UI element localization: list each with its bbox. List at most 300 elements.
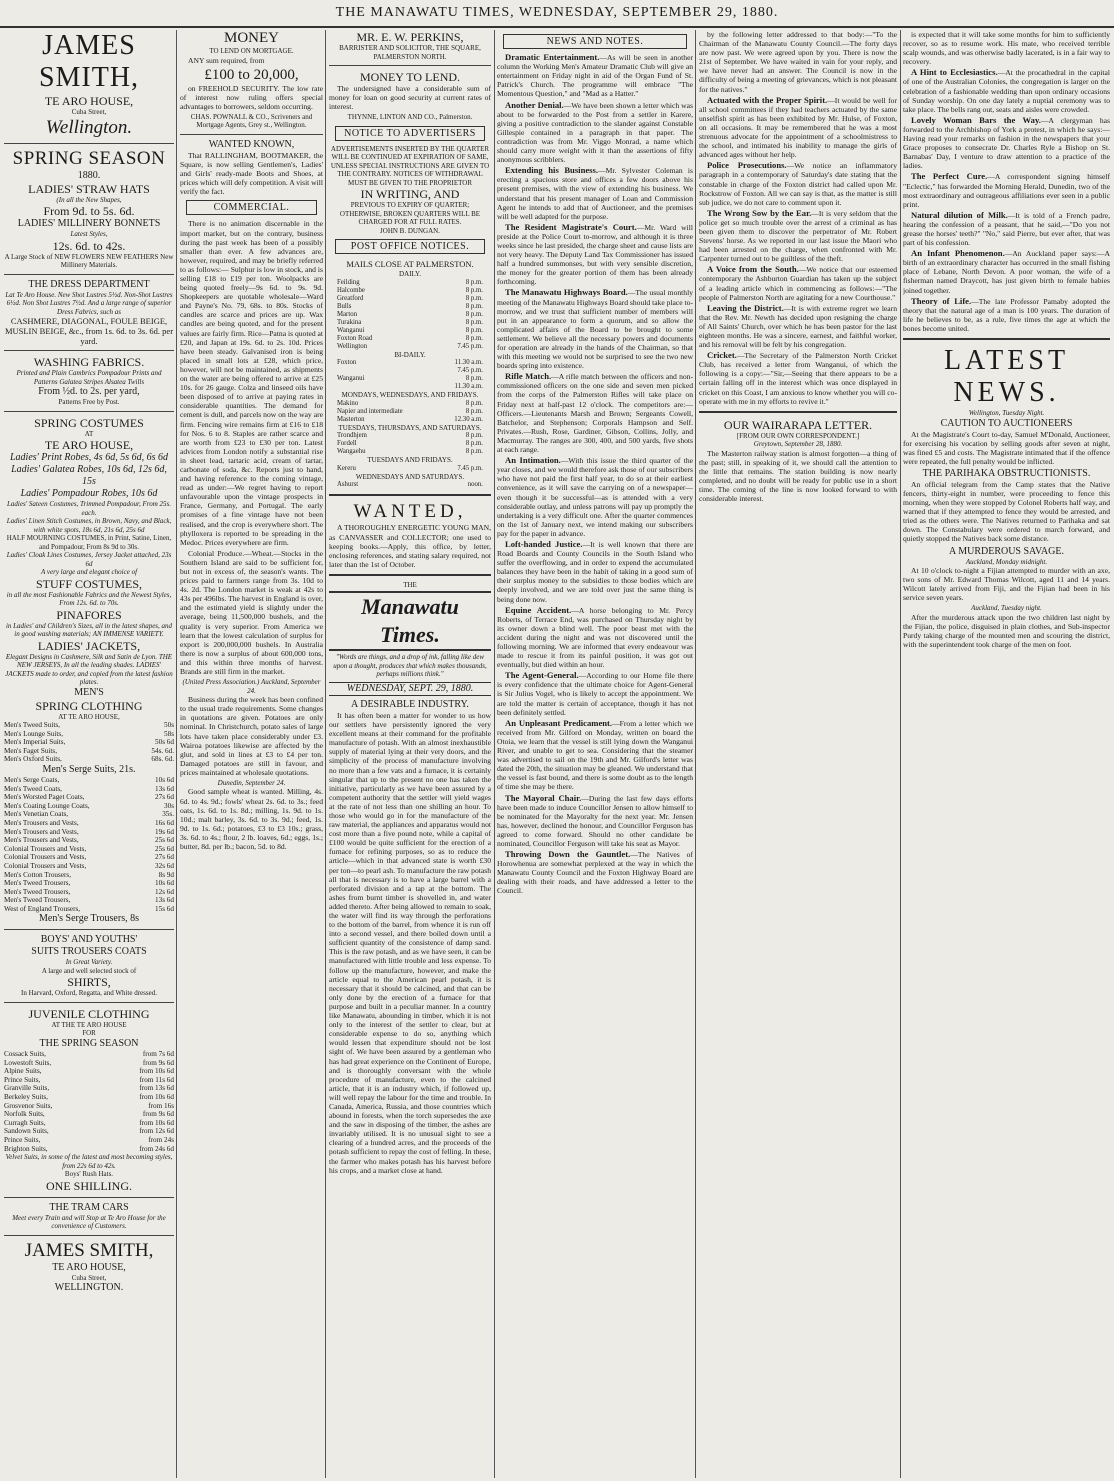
robes-line: Ladies' Pompadour Robes, 10s 6d xyxy=(20,488,158,499)
price-row xyxy=(4,1110,174,1119)
price-value: from 24s xyxy=(148,1135,174,1144)
robes-line: Ladies' Sateen Costumes, Trimmed Pompadour, From 25s. each. xyxy=(7,500,171,517)
perkins-heading: MR. E. W. PERKINS, xyxy=(356,30,464,44)
dress-lines: Lat Te Aro House. New Shot Lustres 5½d. Non-Shot Lustres 6½d. Non Shot Lustres 7½d. And a large range of superior Dress Fabrics, such as xyxy=(5,290,173,316)
column-news-continued xyxy=(699,30,897,1478)
price-row xyxy=(4,828,174,837)
price-value: 27s 6d xyxy=(155,853,174,862)
column-rule xyxy=(176,30,177,1478)
tram-sub: Meet every Train and will Stop at Te Aro House for the convenience of Customers. xyxy=(12,1213,166,1231)
paper-date: WEDNESDAY, SEPT. 29, 1880. xyxy=(329,682,491,696)
straw-hats-heading: LADIES' STRAW HATS xyxy=(28,181,150,196)
mail-row xyxy=(329,375,491,383)
mail-row xyxy=(329,383,491,391)
news-item-body: —It would be well for all school committees if they had teachers actuated by the same unselfish spirit as has been exhibited by Mr. Hulse, of Foxton, on all occasions. It may be remembered that he was a most strenuous advocate for the appointment of a schoolmistress to the school, and intimated his inability to manage the girls of advanced ages without her help. xyxy=(699,95,897,160)
news-item-title: The Perfect Cure. xyxy=(911,171,988,182)
price-row xyxy=(4,747,174,756)
serge-line: Men's Serge Suits, 21s. xyxy=(42,763,136,775)
news-item-title: Rifle Match. xyxy=(505,371,552,382)
mwf-label: MONDAYS, WEDNESDAYS, AND FRIDAYS. xyxy=(341,391,479,400)
pinafores-heading: PINAFORES xyxy=(56,607,122,622)
mail-row xyxy=(329,400,491,408)
price-item: Brighton Suits, xyxy=(4,1144,48,1153)
news-item-body: —As will be seen in another column the Working Men's Amateur Dramatic Club will give an entertainment on Friday night in aid of the Organ Fund of St. Patrick's Church. The programme will embrace "The Momentous Question," and "Mad as a Hatter." xyxy=(497,53,693,99)
mail-place: Feilding xyxy=(337,278,360,286)
bonnets-sub: Latest Styles, xyxy=(70,230,108,238)
mail-row xyxy=(329,327,491,335)
news-item-title: Natural dilution of Milk. xyxy=(911,209,1008,220)
caution-body: At the Magistrate's Court to-day, Samuel M'Donald, Auctioneer, for exercising his vocation by selling goods after seven at night, was fined £5 and costs. The Magistrate intimated that if the offence were repeated, the full penalty would be inflicted. xyxy=(903,429,1110,466)
mail-ws-list xyxy=(329,481,491,489)
clothing-heading: SPRING CLOTHING xyxy=(35,698,143,713)
price-value: 32s 6d xyxy=(155,861,174,870)
one-shilling-heading: ONE SHILLING. xyxy=(46,1178,132,1193)
mail-time: 11.30 a.m. xyxy=(454,359,483,367)
mail-row xyxy=(329,408,491,416)
price-item: Granville Suits, xyxy=(4,1084,50,1093)
news-item xyxy=(903,172,1110,208)
price-row xyxy=(4,1093,174,1102)
news-item xyxy=(699,96,897,160)
price-row xyxy=(4,1084,174,1093)
advert-street: Cuba Street, xyxy=(71,108,107,116)
paper-title: Manawatu Times. xyxy=(329,591,491,651)
mail-row xyxy=(329,319,491,327)
footer-city: WELLINGTON. xyxy=(54,1282,124,1294)
latest-news-heading: LATEST NEWS. xyxy=(943,345,1070,408)
price-value: from 12s 6d xyxy=(139,1127,174,1136)
perkins-sub: BARRISTER AND SOLICITOR, THE SQUARE, PALMERSTON NORTH. xyxy=(339,44,481,61)
mail-place: Makino xyxy=(337,399,359,407)
price-item: Men's Cotton Trousers, xyxy=(4,870,71,879)
price-value: from 9s 6d xyxy=(142,1110,174,1119)
news-item-title: An Intimation. xyxy=(505,455,561,466)
price-value: 25s 6d xyxy=(155,836,174,845)
shirts-heading: SHIRTS, xyxy=(67,975,111,990)
money-sub: TO LEND ON MORTGAGE. xyxy=(209,47,294,55)
news-item-title: The Mayoral Chair. xyxy=(505,792,582,803)
suits-list xyxy=(4,721,174,764)
price-value: from 10s 6d xyxy=(139,1092,174,1101)
news-notes-heading: NEWS AND NOTES. xyxy=(503,34,687,49)
mail-time: 8 p.m. xyxy=(465,310,483,318)
price-value: from 16s xyxy=(148,1101,174,1110)
money-lend-body: The undersigned have a considerable sum of money for loan on good security at current rates of interest. xyxy=(329,84,491,112)
column-notices-editorial xyxy=(329,30,491,1478)
boys-heading: BOYS' AND YOUTHS' xyxy=(40,934,138,946)
mail-row xyxy=(329,448,491,456)
news-item-body: —At the procathedral in the capital of one of the Australian Colonies, the congregation is larger on the celebration of a fashionable wedding than upon ordinary occasions of Sunday worship. On one day lately a nuptial ceremony was to take place. The bells rang out, seats and aisles were crowded. xyxy=(903,68,1110,114)
news-item-body: —According to our Home file there is every confidence that the ultimate choice for Agent-General is Sir Julius Vogel, who is likely to accept the appointment. We are told the matter is certain of acceptance, though it has not been definitely settled. xyxy=(497,671,693,717)
shirts-intro: A large and well selected stock of xyxy=(41,966,137,975)
news-item xyxy=(497,53,693,98)
mail-time: 8 p.m. xyxy=(465,302,483,310)
news-item-title: Actuated with the Proper Spirit. xyxy=(707,94,828,105)
press-note: (United Press Association.) Auckland, September 24. xyxy=(182,678,321,695)
jackets-heading: LADIES' JACKETS, xyxy=(37,638,141,653)
mail-time: 8 p.m. xyxy=(465,407,483,415)
mail-time: 8 p.m. xyxy=(465,294,483,302)
wairarapa-body: The Masterton railway station is almost forgotten—a thing of the past; still, in speaking of it, we should call the attention to the little that remains. The station building is now nearly completed, and no doubt will be ready for public use in a short time. The coming of the line is now looked forward to with considerable interest. xyxy=(699,448,897,504)
mail-time: 8 p.m. xyxy=(465,399,483,407)
juvenile-at: AT THE TE ARO HOUSE xyxy=(51,1020,127,1029)
washing-heading: WASHING FABRICS. xyxy=(33,355,145,369)
news-item-body: —From a letter which we received from Mr. Gilford on Monday, written on board the Otoia, we learn that the vessel is still lying down the Wanganui River, and unable to get to sea. Considering that the steamer was advertised to sail on the 19th and Mr. Gilford's letter was dated the 20th, the situation may be gleaned. We understand that the vessel is fast bound, and there is some doubt as to the length of time she may be there. xyxy=(497,718,693,792)
money-heading: MONEY xyxy=(224,30,279,46)
robes-line: Ladies' Galatea Robes, 10s 6d, 12s 6d, 15s xyxy=(11,464,167,487)
news-item-title: Extending his Business. xyxy=(505,165,599,176)
tf-label: TUESDAYS AND FRIDAYS. xyxy=(367,456,453,465)
news-item-body: —The late Professor Pamaby adopted the theory that the natural age of a man is 100 years. The duration of life he believes to be, as a rule, five times the age at which the bones become united. xyxy=(903,296,1110,333)
paper-the: THE xyxy=(403,580,417,589)
footer-store: TE ARO HOUSE, xyxy=(52,1261,126,1273)
price-item: Men's Tweed Coats, xyxy=(4,784,62,793)
advert-name: JAMES SMITH, xyxy=(38,30,140,93)
price-item: Colonial Trousers and Vests, xyxy=(4,861,87,870)
straw-hats-sub: (In all the New Shapes, xyxy=(56,195,122,204)
price-item: Men's Tweed Suits, xyxy=(4,721,60,729)
column-news-notes xyxy=(497,30,693,1478)
price-item: Men's Trousers and Vests, xyxy=(4,836,79,845)
mail-row xyxy=(329,416,491,424)
price-value: from 11s 6d xyxy=(139,1075,174,1084)
news-item-title: The Agent-General. xyxy=(505,670,579,681)
price-item: Prince Suits, xyxy=(4,1075,41,1084)
news-item-title: Police Prosecutions. xyxy=(707,160,787,171)
news-item-body: —The Secretary of the Palmerston North Cricket Club, has received a letter from Wanganui, of which the following is a copy:—"Sir,—Seeing that there appears to be a certain falling off in the interest which was once displayed in cricket on this Coast, I am anxious to know whether you will co-operate with me in my efforts to revive it." xyxy=(699,351,897,406)
thynne-firm: THYNNE, LINTON AND CO., Palmerston. xyxy=(347,113,473,122)
tts-label: TUESDAYS, THURSDAYS, AND SATURDAYS. xyxy=(338,423,482,432)
price-row xyxy=(4,845,174,854)
news-item-body: —The usual monthly meeting of the Manawatu Highways Board should take place to-morrow, and we trust that sufficient number of members will put in an appearance to form a quorum, and so allow the complicated affairs of the Board to be brought to some settlement. We believe all the necessary powers and documents for operation are already in the hands of the Chairman, so that with this meeting we would not be surprised to see the two new boards spring into existence. xyxy=(497,288,693,371)
stuff-sub: in all the most Fashionable Fabrics and the Newest Styles, From 12s. 6d. to 70s. xyxy=(6,590,172,607)
news-item-title: The Wrong Sow by the Ear. xyxy=(707,207,812,218)
price-item: Berkeley Suits, xyxy=(4,1092,48,1101)
dunedin-dateline: Dunedin, September 24. xyxy=(217,778,286,787)
column-money-commercial xyxy=(180,30,323,1478)
mail-row xyxy=(329,440,491,448)
washing-sub: Printed and Plain Cambrics Pompadour Prints and Patterns Galatea Stripes Alsatea Twills xyxy=(16,369,162,386)
mail-row xyxy=(329,465,491,473)
mail-tts-list xyxy=(329,432,491,456)
mail-place: Halcombe xyxy=(337,286,365,294)
price-item: Grosvenor Suits, xyxy=(4,1101,53,1110)
mail-place: Ashurst xyxy=(337,481,359,489)
mail-time: 8 p.m. xyxy=(465,286,483,294)
dungan-signature: JOHN B. DUNGAN. xyxy=(380,226,440,235)
mail-place: Wellington xyxy=(337,342,368,350)
dress-dept-heading: THE DRESS DEPARTMENT xyxy=(28,278,150,290)
caution-heading: CAUTION TO AUCTIONEERS xyxy=(940,417,1073,429)
season-year: 1880. xyxy=(77,169,101,181)
money-firm: CHAS. POWNALL & CO., Scriveners and Mortgage Agents, Grey st., Wellington. xyxy=(190,112,313,130)
notice-body: ADVERTISEMENTS INSERTED BY THE QUARTER WILL BE CONTINUED AT EXPIRATION OF SAME, UNLESS SPECIAL INSTRUCTIONS ARE GIVEN TO THE CONTRARY. NOTICES OF WITHDRAWAL MUST BE GIVEN TO THE PROPRIETOR xyxy=(330,144,490,187)
wanted-body: A THOROUGHLY ENERGETIC YOUNG MAN, as CANVASSER and COLLECTOR; one used to keeping books.—Apply, this office, by letter, enclosing references, and stating salary required, not later than the 1st of October. xyxy=(329,523,491,569)
news-item-body: —We have been shown a letter which was about to be forwarded to the Post from a settler in Karere, giving a positive contradiction to the slander against Constable Gillespie contained in a paragraph in that paper. The contradiction was from Mr. Viggo Monrad, a name which should carry more weight with it than the assertions of fifty anonymous scribblers. xyxy=(497,100,693,165)
news-item xyxy=(497,166,693,221)
news-item-title: Dramatic Entertainment. xyxy=(505,52,600,63)
price-row xyxy=(4,802,174,811)
price-row xyxy=(4,862,174,871)
news-item-title: Leaving the District. xyxy=(707,302,784,313)
price-row xyxy=(4,810,174,819)
price-row xyxy=(4,836,174,845)
price-item: Men's Imperial Suits, xyxy=(4,738,66,747)
price-row xyxy=(4,853,174,862)
murder-dateline: Auckland, Monday midnight. xyxy=(965,557,1048,566)
news-item xyxy=(497,540,693,604)
mail-daily-list xyxy=(329,279,491,351)
news-item xyxy=(497,101,693,165)
top-body: is expected that it will take some months for him to sufficiently recover, so as to resume work. His mate, who received terrible scalp wounds, and was otherwise badly lacerated, is in a fair way to recovery. xyxy=(903,30,1110,67)
news-item xyxy=(497,372,693,454)
money-amount: £100 to 20,000, xyxy=(204,66,299,83)
price-value: 19s 6d xyxy=(155,827,174,836)
price-value: 68s. 6d. xyxy=(151,755,174,764)
coats-list xyxy=(4,776,174,914)
press-body: Business during the week has been confined to the usual trade requirements. Some changes in quotations are given. Potatoes are only nominal. In Christchurch, potato sales of large lots have taken place considerably under £3. Wairoa potatoes likewise are affected by the glut, and sold in lines at £3 to £4 per ton. Damaged potatoes are still in favour, and prices maintained at wholesale quotations. xyxy=(180,695,323,777)
ws-label: WEDNESDAYS AND SATURDAYS. xyxy=(355,472,465,481)
mail-row xyxy=(329,311,491,319)
price-row xyxy=(4,888,174,897)
price-value: 25s 6d xyxy=(155,844,174,853)
news-item-title: Cricket. xyxy=(707,350,737,361)
footer-street: Cuba Street, xyxy=(71,1273,107,1282)
post-office-heading: POST OFFICE NOTICES. xyxy=(335,239,485,254)
mail-time: 11.30 a.m. xyxy=(454,383,483,391)
price-row xyxy=(4,785,174,794)
mail-row xyxy=(329,287,491,295)
mail-time: 8 p.m. xyxy=(465,318,483,326)
price-item: Cossack Suits, xyxy=(4,1049,46,1058)
price-item: Men's Faget Suits, xyxy=(4,746,58,755)
price-value: 16s 6d xyxy=(155,818,174,827)
price-row xyxy=(4,793,174,802)
price-value: from 7s 6d xyxy=(142,1049,174,1058)
mens-label: MEN'S xyxy=(74,686,104,698)
news-item-title: Theory of Life. xyxy=(911,295,972,306)
mail-mwf-list xyxy=(329,400,491,424)
price-value: 12s 6d xyxy=(155,887,174,896)
stuff-intro: A very large and elegant choice of xyxy=(40,568,138,576)
price-item: Colonial Trousers and Vests, xyxy=(4,844,87,853)
news-item xyxy=(497,456,693,538)
mail-place: Greatford xyxy=(337,294,364,302)
mail-row xyxy=(329,343,491,351)
mail-time: 8 p.m. xyxy=(465,326,483,334)
mail-place: Turakina xyxy=(337,318,362,326)
price-row xyxy=(4,730,174,739)
news-item-title: A Voice from the South. xyxy=(707,264,799,275)
murder-heading: A MURDEROUS SAVAGE. xyxy=(949,545,1064,557)
serge-trousers-line: Men's Serge Trousers, 8s xyxy=(39,913,139,925)
news-item xyxy=(497,671,693,716)
mail-time: 7.45 p.m. xyxy=(457,464,483,472)
bonnets-price: 12s. 6d. to 42s. xyxy=(52,238,126,253)
price-item: Prince Suits, xyxy=(4,1135,41,1144)
price-row xyxy=(4,738,174,747)
price-row xyxy=(4,721,174,730)
price-value: from 9s 6d xyxy=(142,1058,174,1067)
wairarapa-date: Greytown, September 28, 1880. xyxy=(753,440,843,449)
juvenile-season: THE SPRING SEASON xyxy=(39,1037,139,1049)
mail-place: Foxton xyxy=(337,359,357,367)
price-item: Curragh Suits, xyxy=(4,1118,46,1127)
mail-bidaily-list xyxy=(329,359,491,391)
mail-row xyxy=(329,295,491,303)
price-value: 50s 6d xyxy=(155,738,174,747)
auckland-dateline: Auckland, Tuesday night. xyxy=(971,604,1042,613)
juvenile-heading: JUVENILE CLOTHING xyxy=(28,1006,150,1021)
mail-row xyxy=(329,367,491,375)
price-item: Colonial Trousers and Vests, xyxy=(4,853,87,862)
price-item: Men's Tweed Trousers, xyxy=(4,879,71,888)
produce-body: Colonial Produce.—Wheat.—Stocks in the Southern Island are said to be sufficient for, but not in excess of, the season's wants. The prices paid to farmers range from 3s. 10d to 4s. 2d. The London market is weak at 42s to 43s per 496lbs. The harvest in England is over, and the estimated yield is slightly under the average, being 11,500,000 bushels, and the quality is very superior. From America we learn that the lowest calculation of surplus for export is 200,000,000 bushels. In Australia there is now a surplus of about 600,000 tons, and this within three months of harvest. Brands are still firm in the market. xyxy=(180,548,323,677)
news-item-body: —It is very seldom that the police get so much trouble over the arrest of a criminal as has been given them to discover the perpetrator of Mr. Robert Stevens' horse. As we reported in our last issue the Maori who had been arrested on the charge, when confronted with Mr. Carpenter turned out to be guiltless of the theft. xyxy=(699,208,897,264)
price-item: Men's Tweed Trousers, xyxy=(4,887,71,896)
velvet-line: Velvet Suits, in some of the latest and most becoming styles, from 22s 6d to 42s. xyxy=(5,1153,173,1170)
industry-heading: A DESIRABLE INDUSTRY. xyxy=(351,698,469,710)
news-item-body: —A rifle match between the officers and non-commissioned officers on the one side and seven men picked from the corps of the Palmerston Rifles will take place on Friday next at half-past 12 o'clock. The competitors are:—Officers.—Lieutenants Marsh and Brown; Sergeants Cowell, Batchelor, and Stephenson; Corporals Hampson and Self. Privates.—Rush, Rose, Gardiner, Gibson, Collins, Jolly, and Macmurray. The ranges are 300, 400, and 500 yards, five shots at each range. xyxy=(497,372,693,455)
news-item xyxy=(497,850,693,895)
column-rule xyxy=(325,30,326,1478)
notice-body-2: PREVIOUS TO EXPIRY OF QUARTER; OTHERWISE, BROKEN QUARTERS WILL BE CHARGED FOR AT FULL RATES. xyxy=(339,201,481,227)
news-item xyxy=(699,161,897,206)
news-item xyxy=(699,351,897,406)
parihaka-body: An official telegram from the Camp states that the Native fencers, thirty-eight in number, were proceeding to fence this morning, when they were stopped by Colonel Roberts half way, and warned that if they attempted to fence they would be arrested, and tried as the others were. The Natives returned to Parihaka and sat down. The Constabulary were ordered to march forward, and quietly stopped the Natives back some distance. xyxy=(903,479,1110,544)
bonnets-heading: LADIES' MILLINERY BONNETS xyxy=(17,218,161,229)
advert-city: Wellington. xyxy=(45,116,133,138)
mail-place: Bulls xyxy=(337,302,352,310)
mail-place: Fordell xyxy=(337,440,357,448)
news-item xyxy=(497,288,693,370)
price-value: 35s. xyxy=(162,810,174,819)
parihaka-heading: THE PARIHAKA OBSTRUCTIONISTS. xyxy=(922,467,1091,479)
mail-place: Napier and intermediate xyxy=(337,407,403,415)
price-item: Men's Lounge Suits, xyxy=(4,729,63,738)
money-body: ANY sum required, from xyxy=(188,55,265,65)
news-item-title: Throwing Down the Gauntlet. xyxy=(505,849,631,860)
price-row xyxy=(4,1050,174,1059)
price-value: 13s 6d xyxy=(155,784,174,793)
jackets-sub: Elegant Designs in Cashmere, Silk and Satin de Lyon. THE NEW JERSEYS, In all the leading shades. LADIES' JACKETS made to order, and copied from the latest fashion plates. xyxy=(5,652,173,686)
mail-time: 12.30 a.m. xyxy=(454,415,483,423)
mail-place: Wanganui xyxy=(337,375,365,383)
news-item xyxy=(699,265,897,301)
news-item-body: —It is well known that there are Road Boards and County Councils in the South Island who suffer the overflowing, and in order to expend the accumulated balances they have been in the habit of taking in a good sum of their surplus money to the subsidies to those bodies which are deeply involved, and we are told over just the same thing is being done now. xyxy=(497,539,693,604)
at-label: AT xyxy=(84,429,94,438)
price-row xyxy=(4,905,174,914)
news-item-body: —Mr. Ward will preside at the Police Court to-morrow, and although it is three weeks since he last presided, the charge sheet and cause lists are not very heavy. The Deputy Land Tax Commissioner has issued half a hundred summonses, but with very sensible discretion, the money for the greater portion of them has been already forthcoming. xyxy=(497,222,693,287)
straw-hats-price: From 9d. to 5s. 6d. xyxy=(43,204,135,218)
price-row xyxy=(4,1059,174,1068)
news-item xyxy=(699,209,897,264)
price-item: Lowestoft Suits, xyxy=(4,1058,52,1067)
industry-body: It has often been a matter for wonder to us how our settlers have persistently ignored the very excellent means at their command for the profitable manufacture of potash. With an almost inexhaustible supply of material lying at their very doors, and the simplicity of the process of manufacture involving no more than a few vats and a furnace, it is certainly singular that up to the present no one has taken the initiative, particularly as we have been assured by a competent authority that the settler will yield wages at the rate of not less than one shilling an hour. To those who would go in for the manufacture of the raw material, the appliances and apparatus would not cost more than a five pound note, while a capital of £100 would be quite sufficient for the erection of a furnace for refining purposes, so as to reduce the article—which in that advanced state is worth £30 per ton—to pearl ash. To manufacture the raw potash all that is necessary is to have a large barrel with a perforated division and a tap at the bottom. The ashes from burnt timber is shovelled in, and water added thereto. After being allowed to remain to soak, the water will find its way through the perforations to the bottom of the barrel, from whence it is run off into a second vessel, and there boiled down until a sufficient quantity of the consistence of damp sand. This is the raw potash, and as we have seen, it can be manufactured with little trouble and less expense. To follow up the manufacture, however, and make the article equal to the American pearl potash, it is necessary that it should be calcined, and that can be only done by the erection of a furnace for that purpose and built in a peculiar manner. In a country like Manawatu, abounding in timber, which it is not only to the interest of the settler to clear, but at considerable expense to do so, anything which would lessen that expenditure should not be lost sight of. We have been assured by a gentleman who has had great experience on the Continent of Europe, and is thoroughly conversant with the whole procedure of manufacture, even to the calcined article, that it is an industry which, if followed up, will well repay the labour for the time and trouble. In Canada, America, Russia, and those countries which abound in forests, when the torch supersedes the axe and the saw in disposing of the timber, the ashes are invariably utilised. It is no unusual sight to see a clearing of a hundred acres, and the proceeds of the potash sufficient to repay the cost of felling. In these, the farmer who makes potash has his harvest before his crops, and a market close at hand. xyxy=(329,710,491,1175)
column-rule xyxy=(494,30,495,1478)
price-value: 10s 6d xyxy=(155,775,174,784)
news-item-body: —A correspondent signing himself "Eclectic," has forwarded the Morning Herald, Dunedin, two of the most extraordinary and outrageous affiliations ever seen in a public print. xyxy=(903,172,1110,209)
murder-body: At 10 o'clock to-night a Fijian attempted to murder with an axe, two sons of Mr. Edward Thomas Wilcott, aged 11 and 14 years. Wilcott lately arrived from Fiji, and the Fijian had been in his service seven years. xyxy=(903,566,1110,603)
in-writing: IN WRITING, AND xyxy=(360,187,460,202)
news-item-body: —An Auckland paper says:—A birth of an extraordinary character has occurred in the small fishing place of Lebane, North Devon. A poor woman, the wife of a fisherman named Draycott, has just given birth to female babies joined together. xyxy=(903,249,1110,295)
news-item-body: —We notice that our esteemed contemporary the Ashburton Guardian has taken up the subject of a leading article which in commencing as follows:—"The people of Palmerston North are agitating for a new Courthouse." xyxy=(699,265,897,302)
bidaily-label: BI-DAILY. xyxy=(394,350,426,359)
news-item xyxy=(903,297,1110,333)
news-item xyxy=(903,211,1110,247)
news-item-body: —It is told of a French padre, hearing the confession of a peasant, that he said,—"Do you not grease the horses' teeth?" "No," said Pierre, but ever after, that was part of his confession. xyxy=(903,210,1110,248)
mail-place: Wanganui xyxy=(337,326,365,334)
news-items-continued xyxy=(699,96,897,406)
news-item xyxy=(903,116,1110,171)
clothing-at: AT TE ARO HOUSE, xyxy=(58,712,120,721)
boys-sub: In Great Variety. xyxy=(65,958,113,967)
wairarapa-heading: OUR WAIRARAPA LETTER. xyxy=(723,417,873,432)
washing-price: From ½d. to 2s. per yard, xyxy=(38,386,140,397)
price-value: from 24s 6d xyxy=(139,1144,174,1153)
mail-row xyxy=(329,335,491,343)
news-item-body: —A horse belonging to Mr. Percy Roberts, of Terrace End, was purchased on Thursday night by its owner down a blind well. The poor beast met with the accident during the night and was not discovered until the following morning. We are informed that every endeavour was made to rescue it from its painful position, it was got out eventually, but died within an hour. xyxy=(497,605,693,670)
mail-time: 7.45 p.m. xyxy=(457,342,483,350)
costumes-heading: SPRING COSTUMES xyxy=(34,415,144,430)
wanted-heading: WANTED, xyxy=(353,501,467,523)
mails-close-heading: MAILS CLOSE AT PALMERSTON. xyxy=(346,259,474,270)
mail-tf-list xyxy=(329,465,491,473)
mail-time: 8 p.m. xyxy=(465,432,483,440)
cashmere-line: CASHMERE, DIAGONAL, FOULE BEIGE, MUSLIN BEIGE, &c., from 1s. 6d. to 3s. 6d. per yard. xyxy=(4,316,174,346)
column-rule xyxy=(900,30,901,1478)
stock-note: A Large Stock of NEW FLOWERS NEW FEATHERS New Millinery Materials. xyxy=(4,252,174,269)
mail-time: 8 p.m. xyxy=(465,448,483,456)
patterns-note: Patterns Free by Post. xyxy=(58,398,120,406)
price-value: 27s 6d xyxy=(155,793,174,802)
news-item-title: Loft-handed Justice. xyxy=(505,538,583,549)
news-item-body: —Mr. Sylvester Coleman is erecting a spacious store and offices a few doors above his present premises, with the view of extending his business. We understand that his present manager of Loan and Commission Agent he intends to add that of Auctioneer, and the premises will be well adapted for the purpose. xyxy=(497,166,693,221)
price-row xyxy=(4,1145,174,1154)
auckland-body: After the murderous attack upon the two children last night by the Fijian, the police, disguised in plain clothes, and Sub-inspector Purdy taking charge of the mounted men and scouring the district, with the superintendent took charge of the men on foot. xyxy=(903,612,1110,650)
price-item: West of England Trousers, xyxy=(4,904,81,913)
news-item xyxy=(699,304,897,349)
price-row xyxy=(4,1119,174,1128)
price-row xyxy=(4,1136,174,1145)
mail-row xyxy=(329,279,491,287)
spring-season-heading: SPRING SEASON xyxy=(12,147,166,169)
price-row xyxy=(4,755,174,764)
price-item: Men's Trousers and Vests, xyxy=(4,818,79,827)
price-value: from 10s 6d xyxy=(139,1067,174,1076)
news-item-body: —It is with extreme regret we learn that the Rev. Mr. Newth has decided upon resigning the charge of All Saints' Church, over which he has been pastor for the last eighteen months. He was a sincere, earnest, and faithful worker, and his removal will be felt by his congregation. xyxy=(699,303,897,350)
news-item xyxy=(497,223,693,287)
footer-name: JAMES SMITH, xyxy=(24,1239,154,1261)
news-item-body: —With this issue the third quarter of the year closes, and we would therefore ask those of our subscribers who have not paid the first half year, to do so at their earliest convenience, as it will save the carrying on of a newspaper—even though it be successful—as is attended with a very considerable outlay, and unless patrons will pay up promptly the undertaking is a very difficult one. After the quarter commences on the 1st of January next, we intend making our subscribers pay for the paper in advance. xyxy=(497,456,693,538)
price-value: 58s xyxy=(164,729,174,738)
price-value: 8s 9d xyxy=(158,870,174,879)
price-value: 30s xyxy=(164,801,174,810)
juvenile-suits-list xyxy=(4,1050,174,1153)
mail-time: 8 p.m. xyxy=(465,334,483,342)
mail-place: Trondhjem xyxy=(337,432,367,440)
mail-place: Masterton xyxy=(337,415,365,423)
news-item-title: Equine Accident. xyxy=(505,604,572,615)
advert-store: TE ARO HOUSE, xyxy=(44,94,134,108)
price-row xyxy=(4,896,174,905)
shirts-sub: In Harvard, Oxford, Regatta, and White dressed. xyxy=(21,989,157,998)
latest-dateline: Wellington, Tuesday Night. xyxy=(968,409,1045,417)
news-item-title: A Hint to Ecclesiastics. xyxy=(911,67,998,78)
mail-time: 7.45 p.m. xyxy=(457,367,483,375)
price-row xyxy=(4,1076,174,1085)
mail-row xyxy=(329,303,491,311)
